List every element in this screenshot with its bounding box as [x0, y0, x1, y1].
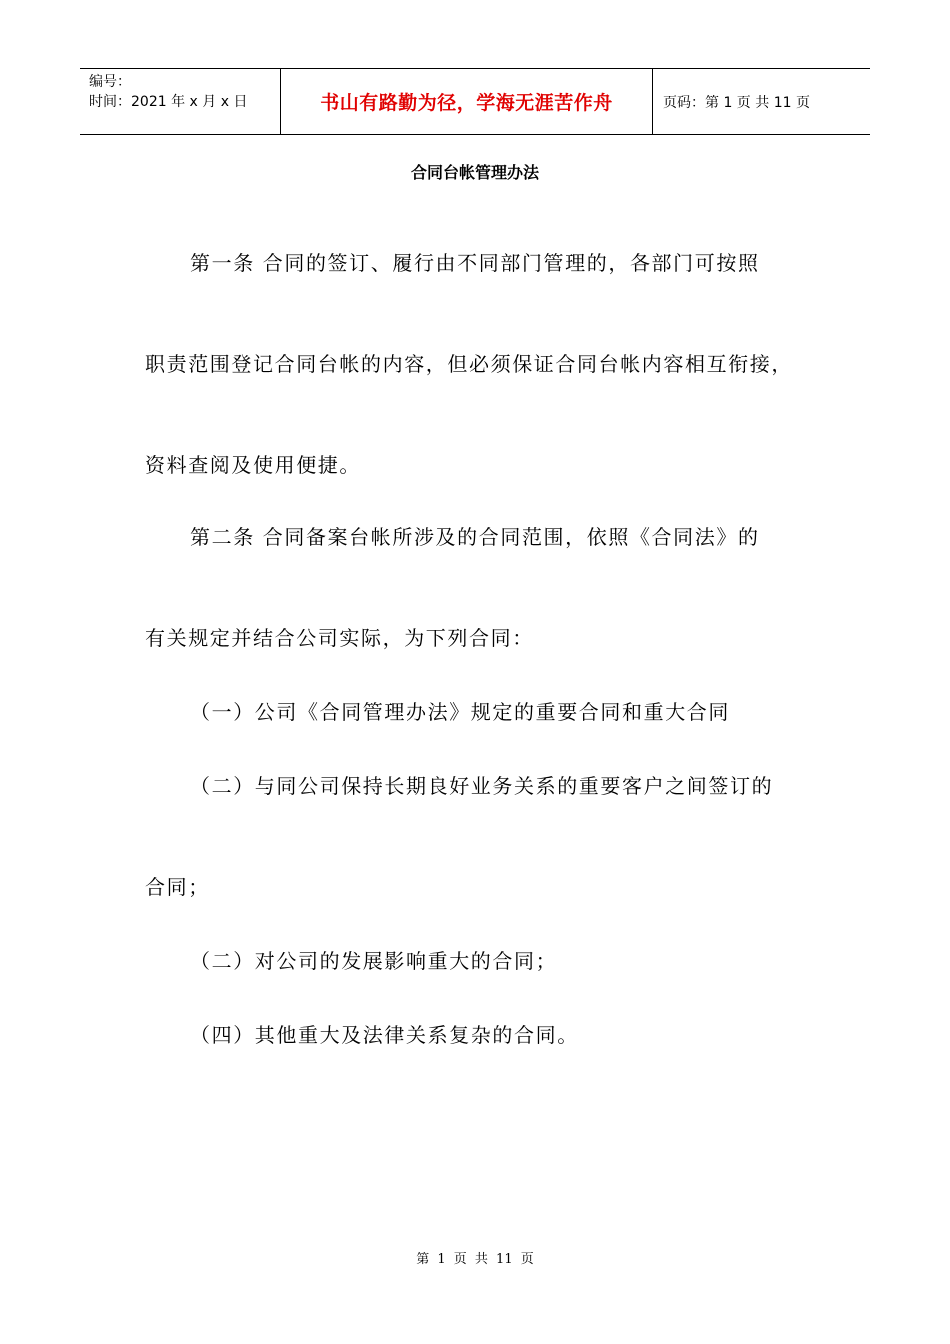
time-label: 时间：2021 年 x 月 x 日	[89, 94, 248, 110]
paragraph-line: （四）其他重大及法律关系复杂的合同。	[190, 1023, 579, 1047]
header-page-cell	[653, 69, 870, 134]
paragraph-line: 合同；	[145, 875, 210, 899]
paragraph-line: （二）与同公司保持长期良好业务关系的重要客户之间签订的	[190, 774, 774, 798]
document-header	[80, 68, 870, 135]
paragraph-line: 职责范围登记合同台帐的内容，但必须保证合同台帐内容相互衔接，	[145, 352, 793, 376]
paragraph-line: 第一条 合同的签订、履行由不同部门管理的，各部门可按照	[190, 251, 760, 275]
header-meta-cell	[80, 69, 281, 134]
paragraph-line: （二）对公司的发展影响重大的合同；	[190, 949, 558, 973]
header-motto-cell	[281, 69, 653, 134]
number-label: 编号：	[89, 74, 131, 90]
page-footer: 第 1 页 共 11 页	[416, 1252, 534, 1267]
motto-text: 书山有路勤为径，学海无涯苦作舟	[320, 92, 613, 114]
paragraph-line: 资料查阅及使用便捷。	[145, 453, 361, 477]
page-info: 页码：第 1 页 共 11 页	[663, 94, 810, 111]
document-title: 合同台帐管理办法	[410, 163, 539, 182]
paragraph-line: （一）公司《合同管理办法》规定的重要合同和重大合同	[190, 700, 730, 724]
paragraph-line: 第二条 合同备案台帐所涉及的合同范围，依照《合同法》的	[190, 525, 760, 549]
paragraph-line: 有关规定并结合公司实际，为下列合同：	[145, 626, 534, 650]
